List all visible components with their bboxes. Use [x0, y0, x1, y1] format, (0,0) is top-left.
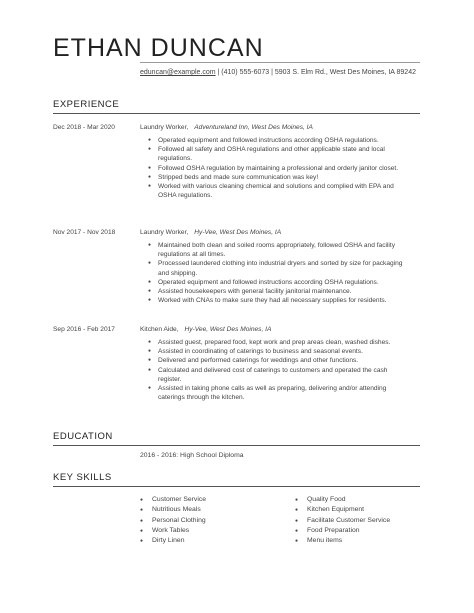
job-company: Adventureland Inn, West Des Moines, IA	[194, 124, 313, 131]
education-entry: 2016 - 2016: High School Diploma	[140, 452, 244, 459]
job-bullet: ● Assisted in taking phone calls as well as preparing, delivering and/or attending caterings through the kitchen.	[158, 384, 412, 402]
skill-item: ● Kitchen Equipment	[295, 505, 390, 515]
skill-item: ● Dirty Linen	[140, 536, 206, 546]
job-company: Hy-Vee, West Des Moines, IA	[184, 326, 272, 333]
job-bullet: ● Followed OSHA regulation by maintaining a professional and orderly janitor closet.	[158, 164, 412, 173]
job-dates: Nov 2017 - Nov 2018	[53, 229, 116, 236]
job-bullet: ● Assisted guest, prepared food, kept work and prep areas clean, washed dishes.	[158, 338, 412, 347]
contact-details: | (410) 555-6073 | 5903 S. Elm Rd., West Des Moines, IA 89242	[215, 69, 416, 76]
job-role: Laundry Worker,	[140, 229, 189, 236]
contact-line	[140, 67, 430, 78]
job-bullet: ● Worked with various cleaning chemical and solutions and complied with EPA and OSHA regulations.	[158, 182, 412, 200]
job-bullet: ● Assisted in coordinating of caterings to business and seasonal events.	[158, 347, 412, 356]
skill-item: ● Nutritious Meals	[140, 505, 206, 515]
job-bullet: ● Delivered and performed caterings for weddings and other functions.	[158, 356, 412, 365]
job-title	[140, 123, 313, 132]
job-bullet: ● Worked with CNAs to make sure they had all necessary supplies for residents.	[158, 296, 412, 305]
section-divider-skills	[53, 486, 420, 487]
job-title	[140, 228, 281, 237]
header-divider	[140, 62, 420, 63]
skills-list-right	[295, 495, 390, 546]
job-bullets	[148, 136, 412, 200]
section-divider-education	[53, 445, 420, 446]
job-bullet: ● Followed all safety and OSHA regulations and other applicable state and local regulations.	[158, 145, 412, 163]
skill-item: ● Menu items	[295, 536, 390, 546]
job-role: Kitchen Aide,	[140, 326, 179, 333]
section-title-education: EDUCATION	[53, 431, 113, 442]
skill-item: ● Personal Clothing	[140, 516, 206, 526]
job-bullet: ● Calculated and delivered cost of caterings to customers and operated the cash register.	[158, 366, 412, 384]
skill-item: ● Facilitate Customer Service	[295, 516, 390, 526]
job-bullet: ● Maintained both clean and soiled rooms appropriately, followed OSHA and facility regulations at all times.	[158, 241, 412, 259]
skill-item: ● Work Tables	[140, 526, 206, 536]
job-bullet: ● Operated equipment and followed instructions according OSHA regulations.	[158, 278, 412, 287]
candidate-name: ETHAN DUNCAN	[53, 34, 264, 62]
job-dates: Dec 2018 - Mar 2020	[53, 124, 115, 131]
job-bullets	[148, 241, 412, 305]
section-title-experience: EXPERIENCE	[53, 99, 120, 110]
job-role: Laundry Worker,	[140, 124, 189, 131]
section-title-skills: KEY SKILLS	[53, 472, 112, 483]
job-bullets	[148, 338, 412, 402]
job-dates: Sep 2016 - Feb 2017	[53, 326, 115, 333]
job-bullet: ● Assisted housekeepers with general facility janitorial maintenance.	[158, 287, 412, 296]
skill-item: ● Quality Food	[295, 495, 390, 505]
job-bullet: ● Processed laundered clothing into industrial dryers and sorted by size for packaging and shipping.	[158, 259, 412, 277]
job-company: Hy-Vee, West Des Moines, IA	[194, 229, 282, 236]
job-bullet: ● Operated equipment and followed instructions according OSHA regulations.	[158, 136, 412, 145]
job-title	[140, 325, 271, 334]
skill-item: ● Customer Service	[140, 495, 206, 505]
skill-item: ● Food Preparation	[295, 526, 390, 536]
skills-list-left	[140, 495, 206, 546]
job-bullet: ● Stripped beds and made sure communication was key!	[158, 173, 412, 182]
email-link[interactable]: eduncan@example.com	[140, 69, 216, 76]
section-divider-experience	[53, 113, 420, 114]
